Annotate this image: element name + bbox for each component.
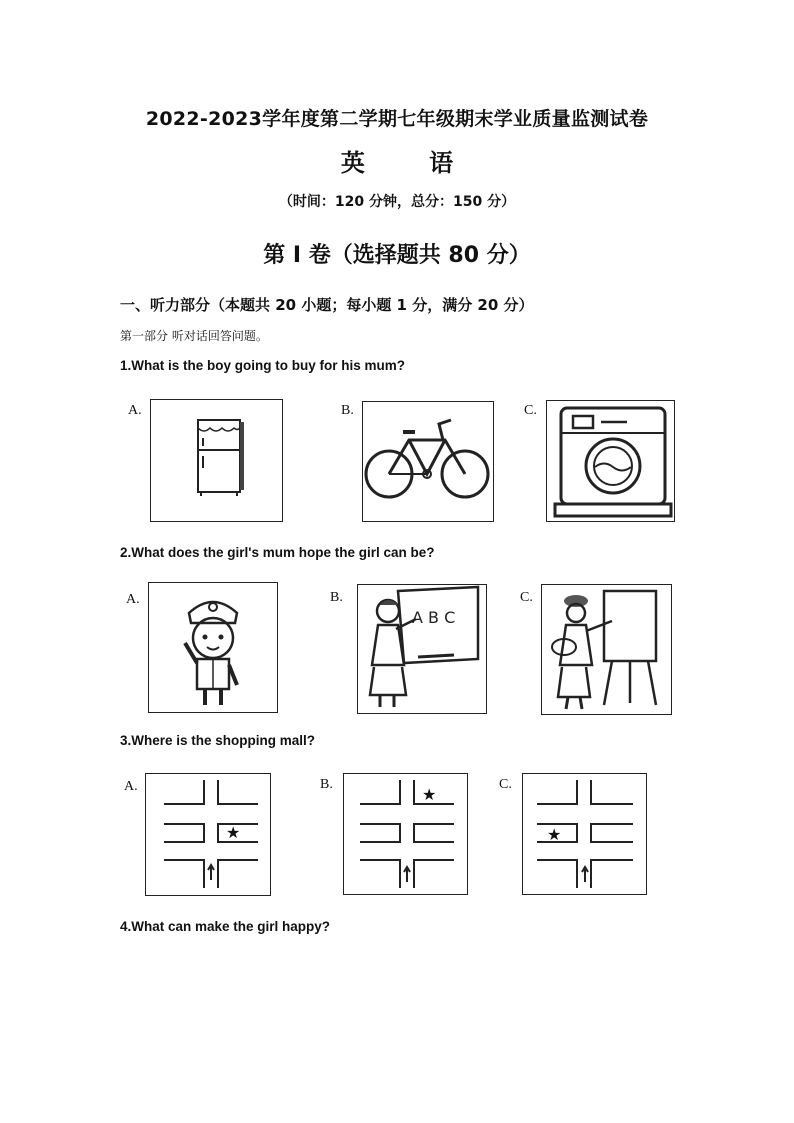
section-heading: 一、听力部分（本题共 20 小题；每小题 1 分，满分 20 分） bbox=[120, 296, 534, 314]
q1-option-b-label: B. bbox=[341, 403, 354, 418]
washing-machine-icon bbox=[547, 401, 674, 521]
volume-title: 第 I 卷（选择题共 80 分） bbox=[263, 243, 531, 268]
star-icon: ★ bbox=[547, 825, 562, 844]
q3-option-a-picture[interactable] bbox=[145, 773, 271, 896]
police-officer-icon bbox=[149, 583, 277, 712]
painter-icon bbox=[542, 585, 671, 714]
q1-option-a-label: A. bbox=[128, 403, 142, 418]
question-3: 3.Where is the shopping mall? bbox=[120, 733, 316, 748]
board-letters: A B C bbox=[412, 608, 456, 627]
star-icon: ★ bbox=[226, 823, 241, 842]
q3-option-b-label: B. bbox=[320, 777, 333, 792]
q3-option-c-picture[interactable] bbox=[522, 773, 647, 895]
subject-title: 英 语 bbox=[340, 148, 482, 177]
q1-option-c-label: C. bbox=[524, 403, 537, 418]
map-icon bbox=[523, 774, 646, 894]
q2-option-a-label: A. bbox=[126, 592, 140, 607]
part-instruction: 第一部分 听对话回答问题。 bbox=[120, 329, 268, 343]
map-icon bbox=[344, 774, 467, 894]
teacher-icon bbox=[358, 585, 486, 713]
exam-title: 2022-2023学年度第二学期七年级期末学业质量监测试卷 bbox=[145, 108, 649, 130]
map-icon bbox=[146, 774, 270, 895]
time-info: （时间：120 分钟，总分：150 分） bbox=[278, 194, 516, 210]
question-1: 1.What is the boy going to buy for his mum? bbox=[120, 358, 405, 373]
q2-option-a-picture[interactable] bbox=[148, 582, 278, 713]
q1-option-a-picture[interactable] bbox=[150, 399, 283, 522]
bicycle-icon bbox=[363, 402, 493, 521]
q3-option-b-picture[interactable] bbox=[343, 773, 468, 895]
q1-option-c-picture[interactable] bbox=[546, 400, 675, 522]
q2-option-b-label: B. bbox=[330, 590, 343, 605]
star-icon: ★ bbox=[422, 785, 437, 804]
q2-option-c-label: C. bbox=[520, 590, 533, 605]
refrigerator-icon bbox=[151, 400, 282, 521]
q1-option-b-picture[interactable] bbox=[362, 401, 494, 522]
q2-option-b-picture[interactable] bbox=[357, 584, 487, 714]
q3-option-a-label: A. bbox=[124, 779, 138, 794]
q3-option-c-label: C. bbox=[499, 777, 512, 792]
question-4: 4.What can make the girl happy? bbox=[120, 919, 331, 934]
q2-option-c-picture[interactable] bbox=[541, 584, 672, 715]
question-2: 2.What does the girl's mum hope the girl can be? bbox=[120, 545, 435, 560]
